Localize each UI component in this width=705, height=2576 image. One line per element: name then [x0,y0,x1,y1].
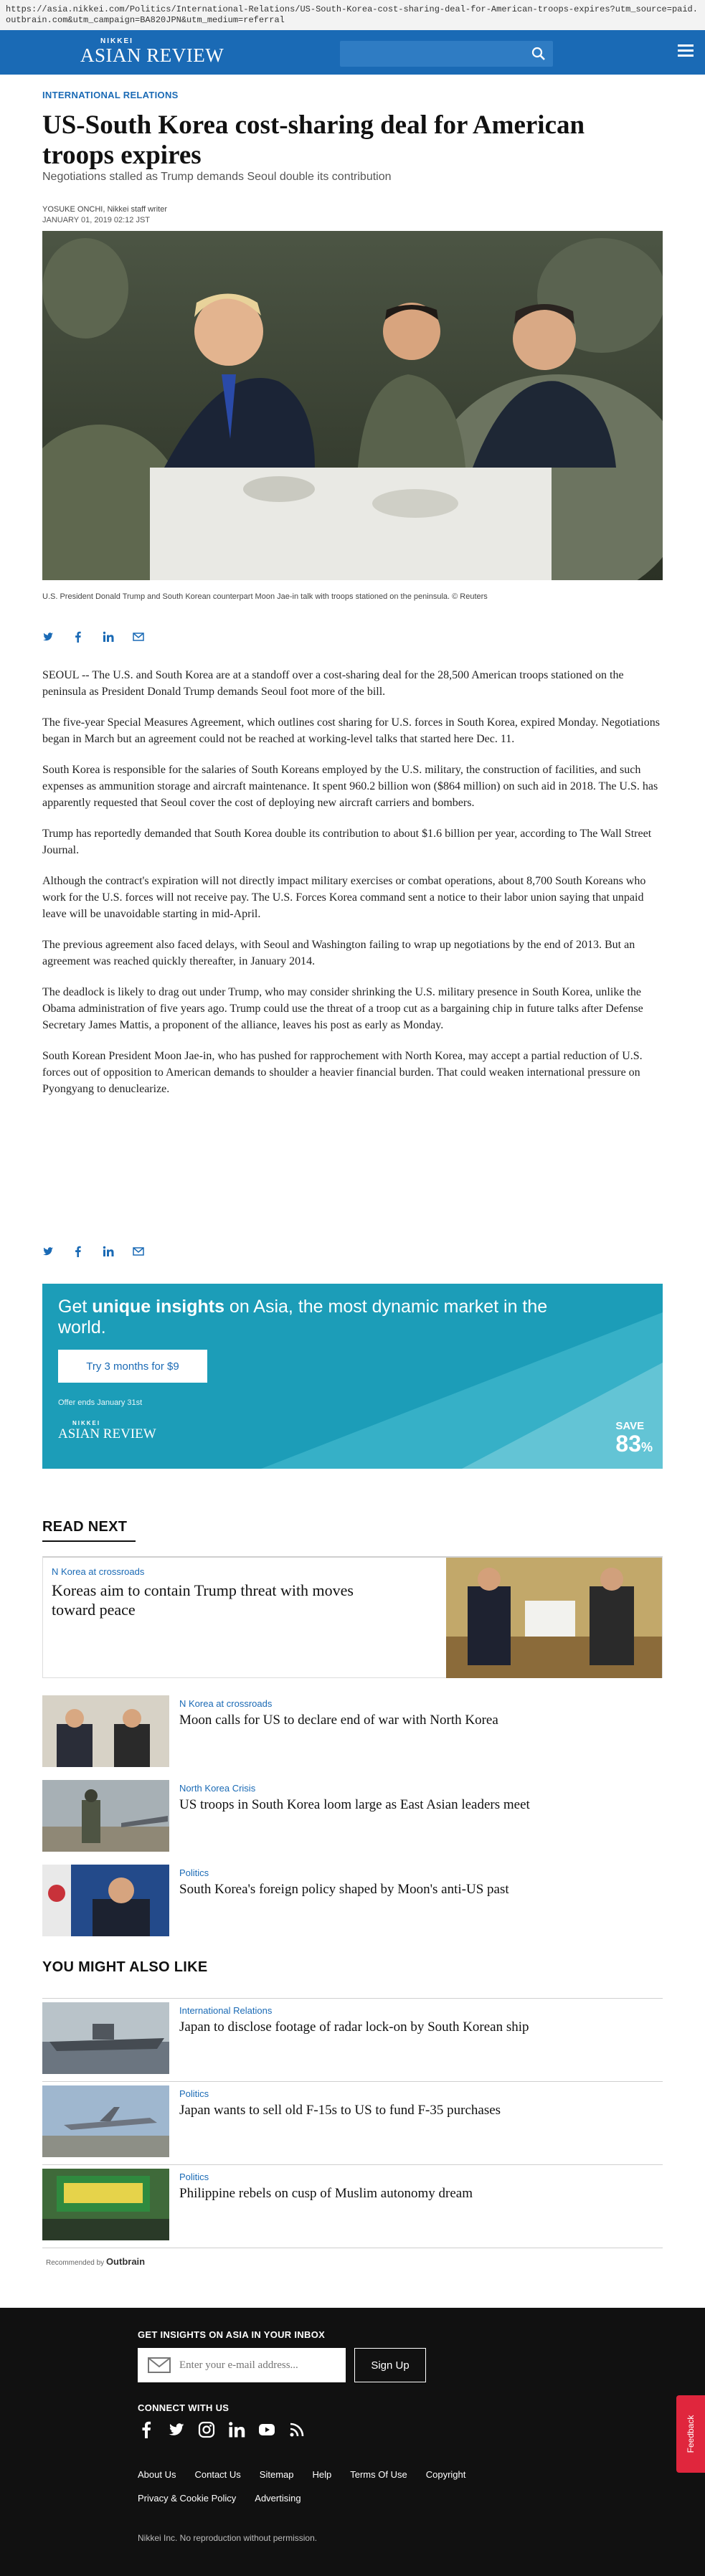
feature-tag[interactable]: N Korea at crossroads [52,1566,145,1577]
hamburger-menu-icon[interactable] [678,44,694,59]
twitter-icon[interactable] [42,1246,54,1257]
item-thumbnail[interactable] [42,1780,169,1852]
footer-link-contact[interactable]: Contact Us [194,2469,241,2480]
promo-title: Get unique insights on Asia, the most dynamic market in the world. [58,1297,548,1337]
item-title[interactable]: US troops in South Korea loom large as East Asian leaders meet [179,1797,530,1812]
item-title[interactable]: Japan wants to sell old F-15s to US to fund F-35 purchases [179,2103,501,2118]
item-title[interactable]: Japan to disclose footage of radar lock-on by South Korean ship [179,2019,529,2035]
author: YOSUKE ONCHI, Nikkei staff writer [42,205,167,214]
share-bar-top [42,631,144,644]
site-footer [0,2308,705,2576]
promo-save-badge: SAVE 83% [615,1420,653,1457]
item-tag[interactable]: International Relations [179,2005,273,2016]
rss-icon[interactable] [288,2421,306,2438]
instagram-icon[interactable] [198,2421,215,2438]
also-like-item[interactable] [42,2002,663,2074]
also-like-divider [42,2164,663,2165]
article-paragraph: The previous agreement also faced delays, with Seoul and Washington failing to wrap up negotiations by the end of 2013. But an agreement was reached quickly thereafter, in January 2014. [42,939,635,967]
read-next-title: READ NEXT [42,1519,128,1535]
promo-offer-text: Offer ends January 31st [58,1398,143,1407]
article-paragraph: SEOUL -- The U.S. and South Korea are at a standoff over a cost-sharing deal for the 28,500 American troops stationed on the peninsula as President Donald Trump demands Seoul foot more of the bill. [42,669,624,698]
read-next-item[interactable] [42,1695,663,1767]
item-thumbnail[interactable] [42,1865,169,1936]
footer-link-terms[interactable]: Terms Of Use [350,2469,407,2480]
newsletter-title: GET INSIGHTS ON ASIA IN YOUR INBOX [138,2329,326,2340]
item-thumbnail[interactable] [42,2002,169,2074]
linkedin-icon[interactable] [103,631,114,643]
read-next-item[interactable] [42,1780,663,1852]
item-title[interactable]: Philippine rebels on cusp of Muslim autonomy dream [179,2186,473,2201]
facebook-icon[interactable] [72,1246,84,1257]
item-title[interactable]: South Korea's foreign policy shaped by Moon's anti-US past [179,1882,509,1897]
article-paragraph: The deadlock is likely to drag out under Trump, who may consider shrinking the U.S. military presence in South Korea, unlike the Obama administration of five years ago. Trump could use the threat of a troop cut as a bargaining chip in future talks after Defense Secretary James Mattis, a proponent of the alliance, leaves his post as early as Monday. [42,986,643,1031]
article-paragraph: The five-year Special Measures Agreement, which outlines cost sharing for U.S. forces in South Korea, expired Monday. Negotiations began in March but an agreement could not be reached at working-level talks that started here Dec. 11. [42,716,660,745]
email-field-wrapper [138,2348,346,2382]
logo-top: NIKKEI [100,37,133,45]
item-thumbnail[interactable] [42,1695,169,1767]
share-bar-bottom [42,1246,144,1259]
copyright-notice: Nikkei Inc. No reproduction without permission. [138,2533,318,2543]
article-subheadline: Negotiations stalled as Trump demands Seoul double its contribution [42,171,392,183]
section-label[interactable]: INTERNATIONAL RELATIONS [42,90,179,100]
address-bar[interactable]: https://asia.nikkei.com/Politics/International-Relations/US-South-Korea-cost-sharing-deal-for-American-troops-expires?utm_source=paid.outbrain.com&utm_campaign=BA820JPN&utm_medium=referral [0,0,705,30]
envelope-icon [148,2357,171,2373]
hero-image [42,231,663,580]
linkedin-icon[interactable] [228,2421,245,2438]
article-paragraph: Trump has reportedly demanded that South Korea double its contribution to about $1.6 billion per year, according to The Wall Street Journal. [42,828,652,856]
also-like-title: YOU MIGHT ALSO LIKE [42,1959,208,1975]
footer-link-about[interactable]: About Us [138,2469,176,2480]
feature-thumbnail[interactable] [446,1558,662,1678]
feature-title[interactable]: Koreas aim to contain Trump threat with moves toward peace [52,1581,354,1619]
publish-date: JANUARY 01, 2019 02:12 JST [42,216,151,224]
item-tag[interactable]: N Korea at crossroads [179,1698,273,1709]
email-input[interactable] [179,2348,337,2382]
subscription-promo [42,1284,663,1469]
email-icon[interactable] [133,631,144,643]
site-header [0,30,705,75]
item-tag[interactable]: North Korea Crisis [179,1783,256,1794]
site-logo[interactable] [80,37,224,65]
read-next-feature[interactable] [42,1556,663,1678]
item-thumbnail[interactable] [42,2169,169,2240]
social-links [138,2421,306,2438]
facebook-icon[interactable] [138,2421,155,2438]
read-next-item[interactable] [42,1865,663,1936]
footer-links-secondary [138,2493,301,2504]
signup-button[interactable]: Sign Up [354,2348,426,2382]
read-next-underline [42,1540,136,1542]
facebook-icon[interactable] [72,631,84,643]
article-paragraph: Although the contract's expiration will not directly impact military exercises or combat operations, about 8,700 South Koreans who work for the U.S. forces will not receive pay. The U.S. Forces Korea command sent a notice to their labor union saying that unpaid leave will be unavoidable starting in mid-April. [42,875,646,920]
footer-link-copyright[interactable]: Copyright [425,2469,466,2480]
article-paragraph: South Korea is responsible for the salaries of South Koreans employed by the U.S. military, the construction of facilities, and such expenses as ammunition storage and aircraft maintenance. It spent 960.2 billion won ($864 million) on such aid in 2018. The U.S. has apparently requested that Seoul cover the cost of deploying new aircraft carriers and bombers. [42,764,658,809]
also-like-divider [42,2081,663,2082]
search-icon[interactable] [531,47,546,61]
also-like-item[interactable] [42,2085,663,2157]
footer-link-privacy[interactable]: Privacy & Cookie Policy [138,2493,237,2504]
linkedin-icon[interactable] [103,1246,114,1257]
logo-main: ASIAN REVIEW [80,44,224,66]
byline [42,204,663,226]
footer-link-help[interactable]: Help [312,2469,332,2480]
item-tag[interactable]: Politics [179,2088,209,2099]
connect-title: CONNECT WITH US [138,2402,230,2413]
article-headline: US-South Korea cost-sharing deal for American troops expires [42,110,585,170]
article-paragraph: South Korean President Moon Jae-in, who has pushed for rapprochement with North Korea, may accept a partial reduction of U.S. forces out of opposition to American demands to shoulder a heavier financial burden. That could weaken international pressure on Pyongyang to denuclearize. [42,1050,643,1095]
item-tag[interactable]: Politics [179,2172,209,2182]
email-icon[interactable] [133,1246,144,1257]
feedback-tab[interactable]: Feedback [676,2395,705,2473]
twitter-icon[interactable] [168,2421,185,2438]
image-caption: U.S. President Donald Trump and South Korean counterpart Moon Jae-in talk with troops stationed on the peninsula. © Reuters [42,592,488,601]
footer-links-primary [138,2469,465,2480]
article-body [42,667,663,1112]
also-like-divider [42,1998,663,1999]
search-input[interactable] [340,41,519,67]
hero-photo-illustration [42,231,663,580]
youtube-icon[interactable] [258,2421,275,2438]
search-box [340,41,553,67]
also-like-item[interactable] [42,2169,663,2240]
outbrain-credit[interactable]: Recommended by Outbrain [46,2256,146,2267]
item-thumbnail[interactable] [42,2085,169,2157]
item-title[interactable]: Moon calls for US to declare end of war with North Korea [179,1713,498,1728]
footer-link-sitemap[interactable]: Sitemap [259,2469,294,2480]
twitter-icon[interactable] [42,631,54,643]
promo-logo: NIKKEI ASIAN REVIEW [58,1420,156,1441]
footer-link-advertising[interactable]: Advertising [255,2493,301,2504]
try-subscription-button[interactable]: Try 3 months for $9 [58,1350,207,1383]
item-tag[interactable]: Politics [179,1867,209,1878]
